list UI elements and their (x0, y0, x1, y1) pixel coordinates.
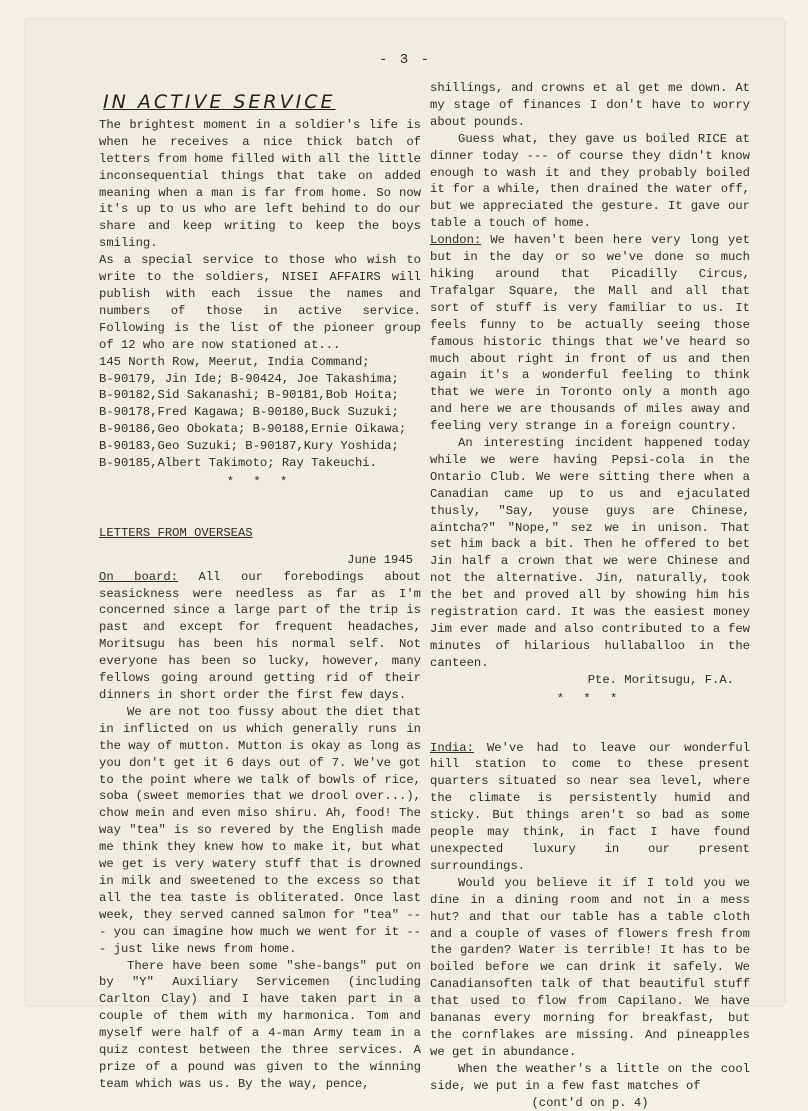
incident-paragraph: An interesting incident happened today while we were having Pepsi-cola in the Ontario Club. We were sitting there when a Canadian came up to us and ejaculated thusly, "Say, youse guys are Chinese, aintcha?" "Nope," sez we in unison. That set him back a bit. Then he offered to bet Jin half a crown that we were Chinese and not the alternative. Jin, naturally, took the bet and proved all by showing him his registration card. It was the easiest money Jim ever made and also contributed to a few minutes of hilarious hullaballoo in the canteen. (430, 436, 750, 670)
letter-date: June 1945 (347, 552, 413, 567)
london-paragraph (430, 232, 750, 435)
document-page (26, 20, 784, 1110)
soldier-list-line: B-90179, Jin Ide; B-90424, Joe Takashima; (99, 371, 399, 386)
onboard-label: On board: (99, 569, 179, 584)
soldier-address: 145 North Row, Meerut, India Command; (99, 354, 370, 369)
active-service-paragraph: The brightest moment in a soldier's life is when he receives a nice thick batch of letters from home filled with all the little inconsequential things that take on added meaning when a man is far from home. So now it's up to us who are left behind to do our share and keep writing to keep the boys smiling. (99, 117, 421, 251)
active-service-paragraph: As a special service to those who wish to write to the soldiers, NISEI AFFAIRS will publish with each issue the names and numbers of those in active service. Following is the list of the pioneer group of 12 who are now stationed at... (99, 253, 421, 352)
soldier-list-line: B-90183,Geo Suzuki; B-90187,Kury Yoshida; (99, 439, 399, 454)
diet-paragraph: We are not too fussy about the diet that in inflicted on us which generally runs in the way of mutton. Mutton is okay as long as you don't get it 6 days out of 7. We've got to the point where we talk of bowls of rice, soba (sweet memories that we drool over...), chow mein and even miso shiru. Ah, food! The way "tea" is so revered by the English made me think they knew how to make it, but what we get is very watery stuff that is drowned in milk and sweetened to the excess so that all the tea taste is obliterated. Once last week, they served canned salmon for "tea" --- you can imagine how much we went for it --- just like news from home. (99, 704, 421, 956)
shebangs-paragraph: There have been some "she-bangs" put on by "Y" Auxiliary Servicemen (including Carlton Clay) and I have taken part in a couple of them with my harmonica. Tom and myself were half of a 4-man Army team in a quiz contest between the three services. A prize of a pound was given to the winning team which was us. By the way, pence, (99, 958, 421, 1091)
weather-paragraph: When the weather's a little on the cool side, we put in a few fast matches of (430, 1061, 750, 1093)
soldier-list-line: B-90185,Albert Takimoto; Ray Takeuchi. (99, 456, 377, 471)
london-label: London: (430, 233, 482, 248)
dining-paragraph: Would you believe it if I told you we dine in a dining room and not in a mess hut? and that our table has a table cloth and a couple of vases of flowers fresh from the garden? Water is terrible! It has to be boiled before we can drink it safely. We Canadiansoften talk of that beautiful stuff that used to flow from Capilano. We have bananas every morning for breakfast, but the cornflakes are missing. And pineapples we get in abundance. (430, 875, 750, 1059)
soldier-list-line: B-90178,Fred Kagawa; B-90180,Buck Suzuki; (99, 405, 399, 420)
letters-title: LETTERS FROM OVERSEAS (99, 525, 253, 540)
india-text: We've had to leave our wonderful hill station to come to these present quarters situated so near sea level, where the climate is persistently humid and sticky. But things aren't so bad as some people may think, in fact I have found unexpected luxury in our present surroundings. (430, 740, 750, 873)
right-column (430, 80, 750, 1111)
signature: Pte. Moritsugu, F.A. (587, 672, 734, 687)
section-separator: * * * (556, 691, 624, 706)
rice-paragraph: Guess what, they gave us boiled RICE at dinner today --- of course they didn't know enough to wash it and they probably boiled it for a while, then drained the water off, but we appreciated the gesture. It gave our table a touch of home. (430, 131, 750, 231)
london-text: We haven't been here very long yet but in the day or so we've done so much hiking around that Picadilly Circus, Trafalgar Square, the Mall and all that sort of stuff is very familiar to us. It feels funny to be actually seeing those famous historic things that we've heard so much about right in front of us and then again it's a wonderful feeling to think that we were in Toronto only a month ago and here we are thousands of miles away and feeling very strange in a foreign country. (430, 233, 750, 434)
onboard-text: All our forebodings about seasickness were needless as far as I'm concerned since a large part of the trip is past and except for frequent headaches, Moritsugu has been his normal self. Not everyone has been so lucky, however, many fellows going around getting rid of their dinners in short order the first few days. (99, 569, 421, 702)
active-service-title: IN ACTIVE SERVICE (103, 91, 336, 113)
left-column (99, 80, 421, 1093)
india-label: India: (430, 740, 474, 755)
india-paragraph (430, 740, 750, 875)
spacer (430, 710, 750, 740)
soldier-list (99, 371, 421, 472)
shillings-paragraph: shillings, and crowns et al get me down. At my stage of finances I don't have to worry about pounds. (430, 81, 750, 129)
section-separator: * * * (226, 474, 294, 489)
page-number: - 3 - (378, 52, 431, 68)
soldier-list-line: B-90186,Geo Obokata; B-90188,Ernie Oikawa; (99, 422, 407, 437)
soldier-list-line: B-90182,Sid Sakanashi; B-90181,Bob Hoita; (99, 388, 399, 403)
continued-note: (cont'd on p. 4) (531, 1095, 649, 1110)
onboard-paragraph (99, 569, 421, 704)
